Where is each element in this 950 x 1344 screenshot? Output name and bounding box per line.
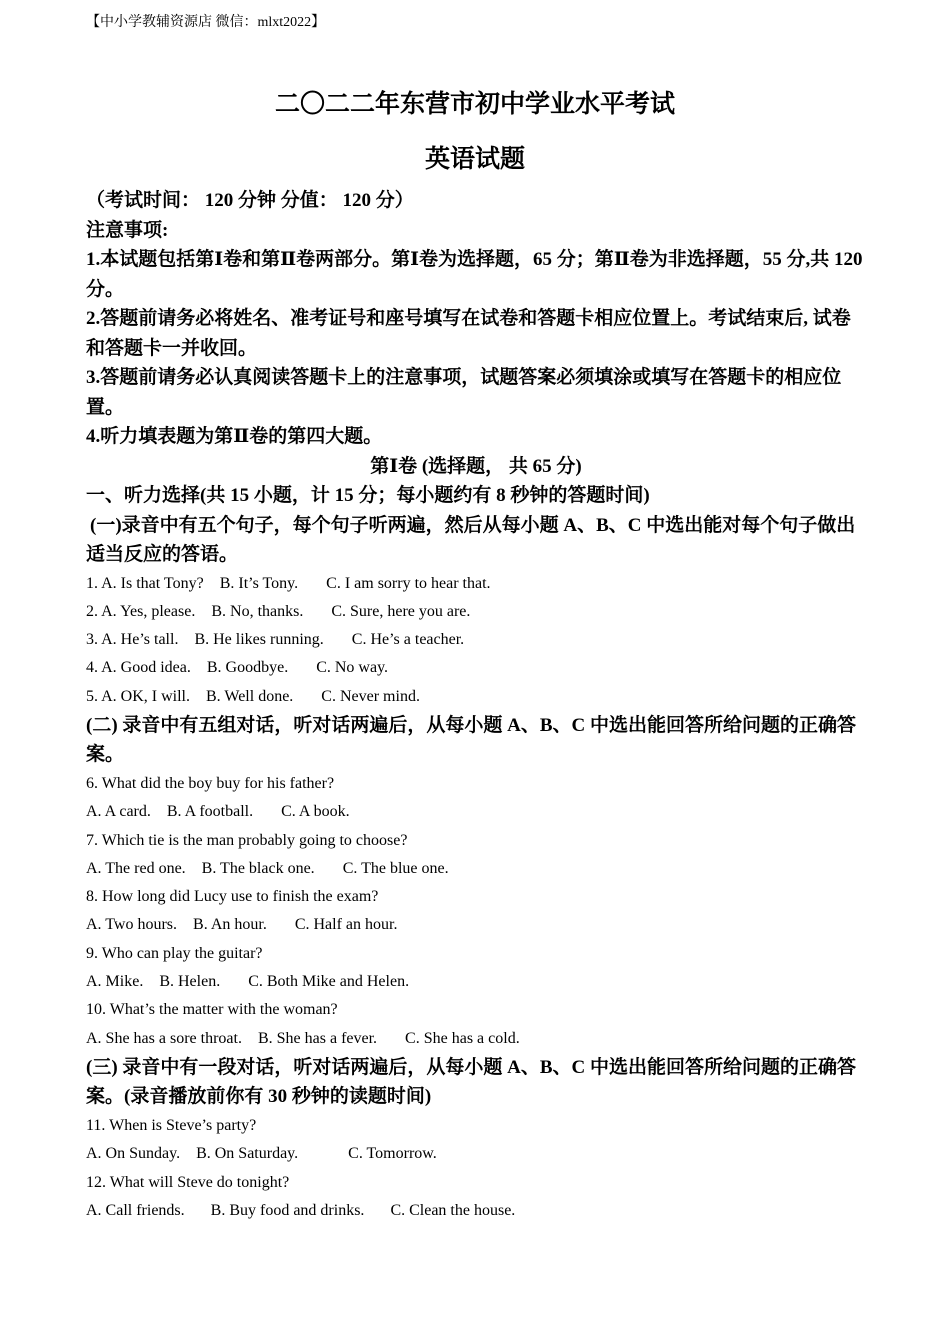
option-c: C. Never mind. <box>321 687 420 705</box>
option-a: 4. A. Good idea. <box>86 659 191 677</box>
question-row <box>86 911 866 939</box>
exam-title: 二〇二二年东营市初中学业水平考试 <box>274 91 675 118</box>
note-item: 1.本试题包括第Ⅰ卷和第Ⅱ卷两部分。第Ⅰ卷为选择题，65 分；第Ⅱ卷为非选择题，55 分,共 120 分。 <box>86 249 863 300</box>
option-b: B. Buy food and drinks. <box>210 1201 365 1219</box>
option-a: A. She has a sore throat. <box>86 1029 242 1047</box>
section1-title: 一、听力选择(共 15 小题，计 15 分；每小题约有 8 秒钟的答题时间) <box>86 485 650 506</box>
question-row <box>86 1025 866 1053</box>
question-text: 11. When is Steve’s party? <box>86 1116 257 1134</box>
sub1-instruction: (一)录音中有五个句子，每个句子听两遍，然后从每小题 A、B、C 中选出能对每个句子做出适当反应的答语。 <box>86 514 856 565</box>
option-c: C. Clean the house. <box>390 1201 516 1219</box>
option-b: B. He likes running. <box>194 631 324 649</box>
sub3-instruction: (三) 录音中有一段对话，听对话两遍后，从每小题 A、B、C 中选出能回答所给问题的正确答案。(录音播放前你有 30 秒钟的读题时间) <box>86 1056 857 1108</box>
option-a: A. Two hours. <box>86 916 178 934</box>
exam-info: （考试时间： 120 分钟 分值： 120 分） <box>86 190 414 211</box>
question-text: 10. What’s the matter with the woman? <box>86 1001 338 1019</box>
question-row <box>86 570 866 598</box>
sub2-instruction: (二) 录音中有五组对话，听对话两遍后，从每小题 A、B、C 中选出能回答所给问题的正确答案。 <box>86 714 857 766</box>
option-a: 2. A. Yes, please. <box>86 602 196 620</box>
option-a: A. On Sunday. <box>86 1145 181 1163</box>
option-b: B. Goodbye. <box>206 659 289 677</box>
option-a: A. The red one. <box>86 859 186 877</box>
question-text: 8. How long did Lucy use to finish the exam? <box>86 888 379 906</box>
option-c: C. No way. <box>316 659 389 677</box>
option-b: B. A football. <box>166 803 254 821</box>
exam-subtitle: 英语试题 <box>424 146 525 173</box>
notes-heading: 注意事项: <box>86 219 169 241</box>
option-b: B. No, thanks. <box>211 602 304 620</box>
question-row <box>86 1197 866 1225</box>
option-c: C. Sure, here you are. <box>331 602 471 620</box>
option-b: B. It’s Tony. <box>219 574 299 592</box>
question-text: 6. What did the boy buy for his father? <box>86 774 335 792</box>
option-a: A. A card. <box>86 803 151 821</box>
option-c: C. She has a cold. <box>405 1029 520 1047</box>
option-a: 5. A. OK, I will. <box>86 687 190 705</box>
exam-content <box>86 186 866 1225</box>
option-b: B. Well done. <box>206 687 294 705</box>
question-row <box>86 798 866 826</box>
option-c: C. A book. <box>281 803 350 821</box>
question-row <box>86 855 866 883</box>
question-row <box>86 626 866 654</box>
question-text: 12. What will Steve do tonight? <box>86 1173 290 1191</box>
option-c: C. Tomorrow. <box>348 1145 437 1163</box>
option-c: C. The blue one. <box>342 859 449 877</box>
option-c: C. He’s a teacher. <box>351 631 465 649</box>
option-b: B. An hour. <box>193 916 267 934</box>
option-b: B. On Saturday. <box>196 1145 299 1163</box>
question-text: 9. Who can play the guitar? <box>86 944 263 962</box>
question-row <box>86 598 866 626</box>
question-row <box>86 683 866 711</box>
option-c: C. Half an hour. <box>294 916 398 934</box>
question-row <box>86 968 866 996</box>
question-text: 7. Which tie is the man probably going to choose? <box>86 831 408 849</box>
note-item: 3.答题前请务必认真阅读答题卡上的注意事项，试题答案必须填涂或填写在答题卡的相应位置。 <box>86 367 842 418</box>
option-a: A. Call friends. <box>86 1201 185 1219</box>
note-item: 4.听力填表题为第Ⅱ卷的第四大题。 <box>86 426 383 447</box>
option-a: 3. A. He’s tall. <box>86 631 179 649</box>
option-a: 1. A. Is that Tony? <box>86 574 204 592</box>
option-b: B. She has a fever. <box>257 1029 378 1047</box>
option-c: C. I am sorry to hear that. <box>326 574 491 592</box>
option-b: B. The black one. <box>201 859 315 877</box>
part1-title: 第Ⅰ卷 (选择题， 共 65 分) <box>370 455 582 477</box>
note-item: 2.答题前请务必将姓名、准考证号和座号填写在试卷和答题卡相应位置上。考试结束后, 试卷和答题卡一并收回。 <box>86 308 851 359</box>
question-row <box>86 1140 866 1168</box>
header-note: 【中小学教辅资源店 微信：mlxt2022】 <box>86 15 326 30</box>
option-b: B. Helen. <box>159 973 221 991</box>
option-c: C. Both Mike and Helen. <box>248 973 410 991</box>
question-row <box>86 654 866 682</box>
option-a: A. Mike. <box>86 973 144 991</box>
